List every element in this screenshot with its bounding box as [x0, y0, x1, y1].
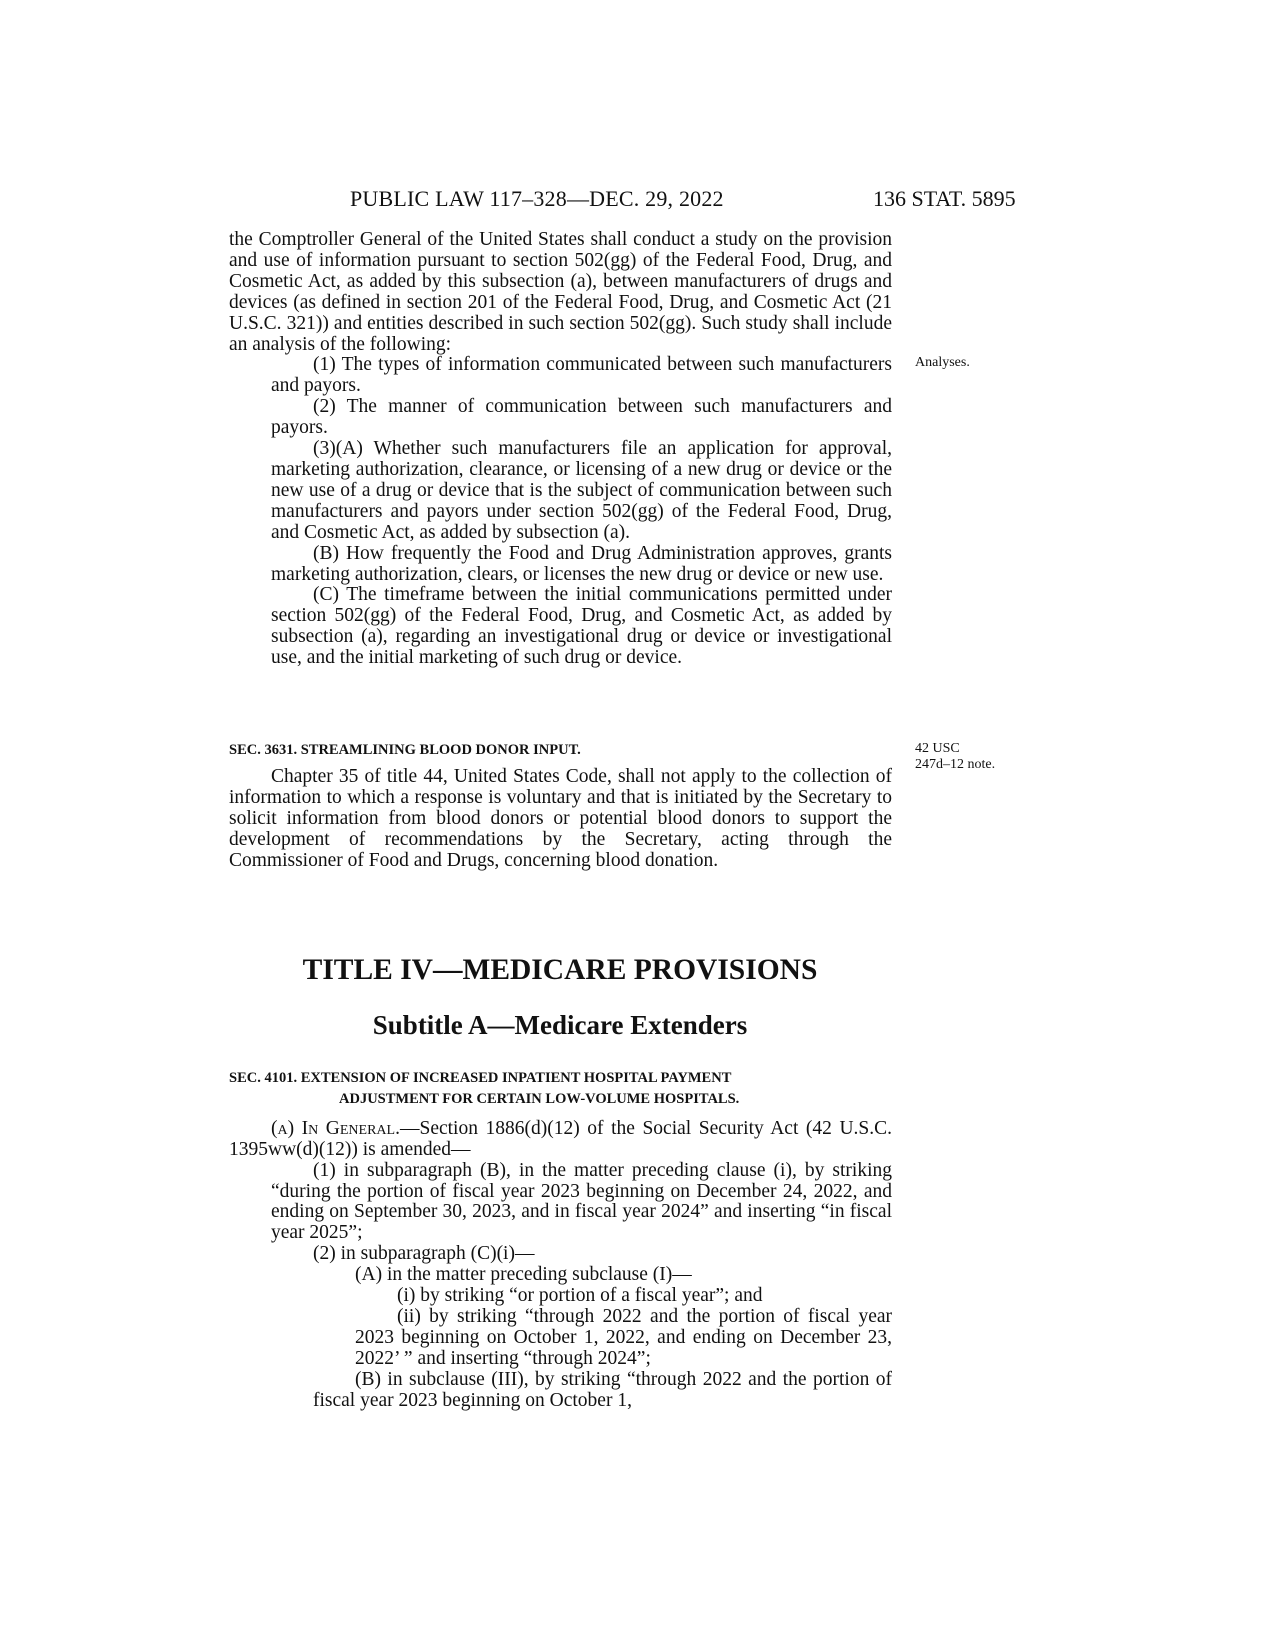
margin-note-usc-line1: 42 USC — [915, 741, 960, 756]
sec-3631-body: Chapter 35 of title 44, United States Code, shall not apply to the collection of information to which a response is voluntary and that is initiated by the Secretary to solicit information from blood donors or potential blood donors to support the development of recommendations by the Secretary, acting through the Commissioner of Food and Drugs, concerning blood donation. — [229, 765, 892, 871]
margin-note-analyses: Analyses. — [915, 355, 970, 370]
running-header-title: PUBLIC LAW 117–328—DEC. 29, 2022 — [350, 186, 724, 211]
clause-2a-i: (i) by striking “or portion of a fiscal year”; and — [397, 1285, 763, 1307]
clause-2a-ii: (ii) by striking “through 2022 and the portion of fiscal year 2023 beginning on October 1, 2022, and ending on December 23, 2022’ ” and inserting “through 2024”; — [355, 1305, 892, 1369]
list-item-3b: (B) How frequently the Food and Drug Administration approves, grants marketing authorization, clears, or licenses the new drug or device or new use. — [271, 542, 892, 585]
subsection-a-text: —Section 1886(d)(12) of the Social Security Act (42 U.S.C. 1395ww(d)(12)) is amended— — [229, 1117, 893, 1160]
list-item-3c: (C) The timeframe between the initial communications permitted under section 502(gg) of the Federal Food, Drug, and Cosmetic Act, as added by subsection (a), regarding an investigational drug or device or investigational use, and the initial marketing of such drug or device. — [271, 584, 892, 669]
sec-4101 — [229, 1068, 892, 1412]
list-item-3a: (3)(A) Whether such manufacturers file an application for approval, marketing authorization, clearance, or licensing of a new drug or device or the new use of a drug or device that is the subject of communication between such manufacturers and payors under section 502(gg) of the Federal Food, Drug, and Cosmetic Act, as added by subsection (a). — [271, 438, 892, 543]
study-intro: the Comptroller General of the United States shall conduct a study on the provision and use of information pursuant to section 502(gg) of the Federal Food, Drug, and Cosmetic Act, as added by this subsection (a), between manufacturers of drugs and devices (as defined in section 201 of the Federal Food, Drug, and Cosmetic Act (21 U.S.C. 321)) and entities described in such section 502(gg). Such study shall include an analysis of the following: — [229, 229, 892, 355]
subtitle-a-heading: Subtitle A—Medicare Extenders — [372, 1010, 748, 1040]
margin-note-usc-line2: 247d–12 note. — [915, 757, 996, 772]
margin-note-usc — [915, 741, 995, 773]
sec-3631-heading: SEC. 3631. STREAMLINING BLOOD DONOR INPUT. — [229, 742, 581, 758]
subparagraph-2b: (B) in subclause (III), by striking “through 2022 and the portion of fiscal year 2023 beginning on October 1, — [313, 1368, 892, 1411]
title-iv-heading: TITLE IV—MEDICARE PROVISIONS — [302, 954, 818, 986]
subparagraph-2a: (A) in the matter preceding subclause (I)— — [355, 1264, 692, 1286]
sec-4101-heading-line2: ADJUSTMENT FOR CERTAIN LOW-VOLUME HOSPITALS. — [339, 1090, 740, 1107]
paragraph-2: (2) in subparagraph (C)(i)— — [313, 1243, 535, 1265]
subsection-a-label: (a) In General. — [271, 1117, 400, 1139]
paragraph-1: (1) in subparagraph (B), in the matter preceding clause (i), by striking “during the portion of fiscal year 2023 beginning on December 24, 2022, and ending on September 30, 2023, and in fiscal year 2024” and inserting “in fiscal year 2025”; — [271, 1159, 892, 1244]
sec-4101-heading-line1: SEC. 4101. EXTENSION OF INCREASED INPATIENT HOSPITAL PAYMENT — [229, 1070, 732, 1086]
page-stat-number: 136 STAT. 5895 — [873, 186, 1016, 211]
list-item-2: (2) The manner of communication between such manufacturers and payors. — [271, 396, 892, 439]
sec-3631 — [229, 740, 892, 871]
list-item-1: (1) The types of information communicated between such manufacturers and payors. — [271, 354, 892, 397]
study-block — [229, 230, 892, 669]
subsection-a — [229, 1119, 892, 1161]
